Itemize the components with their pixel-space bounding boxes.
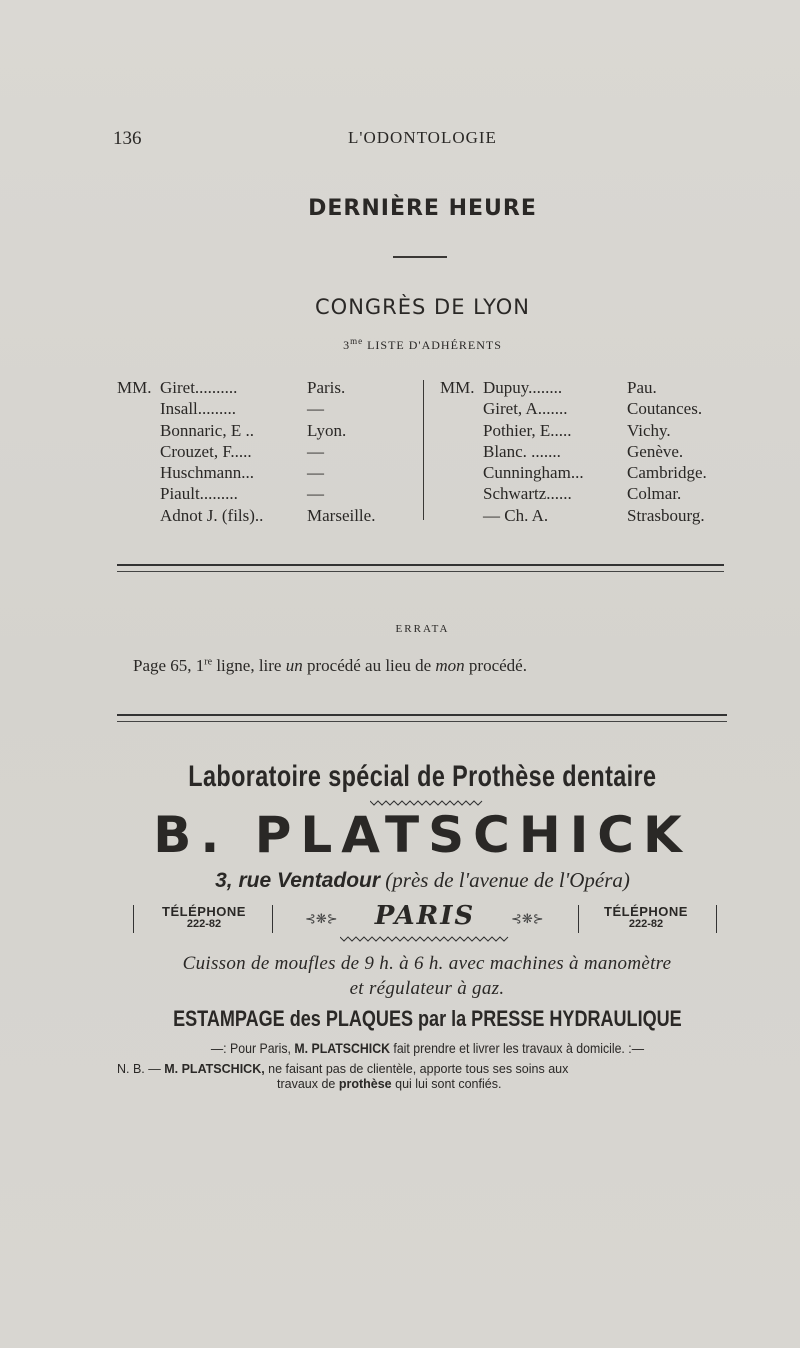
member-city: Lyon. (307, 420, 347, 440)
pour-paris-line (51, 1040, 800, 1056)
member-name: Pothier, E..... (483, 420, 572, 440)
brand-name: B. PLATSCHICK (153, 806, 691, 864)
double-rule (117, 564, 724, 572)
vertical-bar (133, 905, 134, 933)
member-name: Cunningham... (483, 463, 584, 483)
member-name: Crouzet, F..... (160, 441, 252, 461)
double-rule (117, 714, 727, 722)
members-left-column (117, 377, 417, 526)
errata-text (133, 656, 527, 676)
nb-text: travaux de (277, 1077, 339, 1091)
member-row (440, 483, 750, 504)
page-number: 136 (113, 128, 142, 149)
congres-title: CONGRÈS DE LYON (315, 295, 530, 319)
errata-title: ERRATA (395, 623, 450, 635)
member-row (117, 420, 417, 441)
member-row (117, 398, 417, 419)
street: 3, rue Ventadour (215, 869, 381, 892)
errata-part: Page 65, 1 (133, 656, 205, 675)
vertical-bar (578, 905, 579, 933)
member-name: Schwartz...... (483, 484, 572, 504)
member-name: Insall......... (160, 399, 237, 419)
errata-sup: re (204, 656, 213, 668)
member-city: Genève. (627, 441, 684, 461)
member-name: Dupuy........ (483, 378, 563, 397)
member-name: Giret, A....... (483, 399, 568, 419)
member-city: Colmar. (627, 484, 682, 504)
cuisson-line: Cuisson de moufles de 9 h. à 6 h. avec machines à manomètre (182, 953, 672, 974)
member-row (117, 377, 417, 398)
member-city: Vichy. (627, 420, 671, 440)
member-city: Marseille. (307, 505, 376, 525)
errata-word-un: un (285, 656, 303, 675)
vertical-bar (272, 905, 273, 933)
city-paris: PARIS (374, 901, 476, 931)
estampage-heading: ESTAMPAGE des PLAQUES par la PRESSE HYDRAULIQUE (173, 1006, 682, 1031)
section-title: DERNIÈRE HEURE (308, 196, 537, 221)
member-row (440, 398, 750, 419)
member-row (440, 505, 750, 526)
member-name: Bonnaric, E .. (160, 420, 254, 440)
errata-word-mon: mon (435, 656, 465, 675)
short-rule (393, 256, 447, 258)
member-city: — (307, 484, 324, 504)
ornament-icon: ⊰❋⊱ (305, 911, 338, 926)
cuisson-line: et régulateur à gaz. (349, 978, 505, 999)
address-near: (près de l'avenue de l'Opéra) (380, 868, 630, 892)
member-row (440, 462, 750, 483)
member-row (117, 505, 417, 526)
member-row (440, 441, 750, 462)
ornament-icon: ⊰❋⊱ (511, 911, 544, 926)
telephone-label: TÉLÉPHONE (162, 904, 246, 919)
telephone-number: 222-82 (628, 918, 664, 930)
errata-part: procédé au lieu de (302, 656, 436, 675)
member-row (440, 377, 750, 398)
liste-text: LISTE D'ADHÉRENTS (363, 338, 502, 352)
telephone-number: 222-82 (186, 918, 222, 930)
member-name: — Ch. A. (483, 505, 549, 525)
member-city: — (307, 399, 324, 419)
member-name: Piault......... (160, 484, 238, 504)
nb-text: qui lui sont confiés. (391, 1077, 502, 1091)
vertical-bar (716, 905, 717, 933)
member-name: Adnot J. (fils).. (160, 505, 264, 525)
pour-paris-name: M. PLATSCHICK (294, 1040, 390, 1056)
pour-paris-part: fait prendre et livrer les travaux à domicile. :— (389, 1040, 645, 1056)
members-right-column (440, 377, 750, 526)
zigzag-ornament (340, 935, 510, 943)
member-name: Blanc. ....... (483, 441, 561, 461)
member-prefix: MM. (440, 378, 475, 397)
member-city: Coutances. (627, 399, 703, 419)
member-city: Cambridge. (627, 463, 707, 483)
member-city: Pau. (627, 378, 657, 397)
nb-name: M. PLATSCHICK, (164, 1062, 265, 1076)
nota-bene (117, 1062, 742, 1092)
column-divider (423, 380, 424, 520)
member-row (117, 483, 417, 504)
nb-prefix: N. B. — (117, 1062, 165, 1076)
pour-paris-part: —: Pour Paris, (210, 1040, 295, 1056)
member-row (117, 441, 417, 462)
member-city: Strasbourg. (627, 505, 705, 525)
telephone-left (138, 905, 270, 931)
member-prefix: MM. (117, 378, 152, 397)
liste-number: 3 (343, 338, 351, 352)
address (0, 868, 800, 893)
member-name: Huschmann... (160, 463, 254, 483)
liste-heading (0, 336, 800, 353)
lab-title: Laboratoire spécial de Prothèse dentaire (188, 760, 657, 793)
member-city: — (307, 463, 324, 483)
member-city: — (307, 441, 324, 461)
nb-bold: prothèse (338, 1077, 392, 1091)
telephone-label: TÉLÉPHONE (604, 904, 688, 919)
errata-part: procédé. (464, 656, 527, 675)
running-head: L'ODONTOLOGIE (348, 128, 497, 147)
cuisson-text (117, 951, 737, 1001)
member-city: Paris. (307, 378, 346, 397)
member-row (117, 462, 417, 483)
member-name: Giret.......... (160, 378, 238, 397)
nb-text: ne faisant pas de clientèle, apporte tous ses soins aux (264, 1062, 569, 1076)
errata-part: ligne, lire (212, 656, 286, 675)
telephone-right (580, 905, 712, 931)
liste-sup: me (350, 336, 364, 346)
member-row (440, 420, 750, 441)
